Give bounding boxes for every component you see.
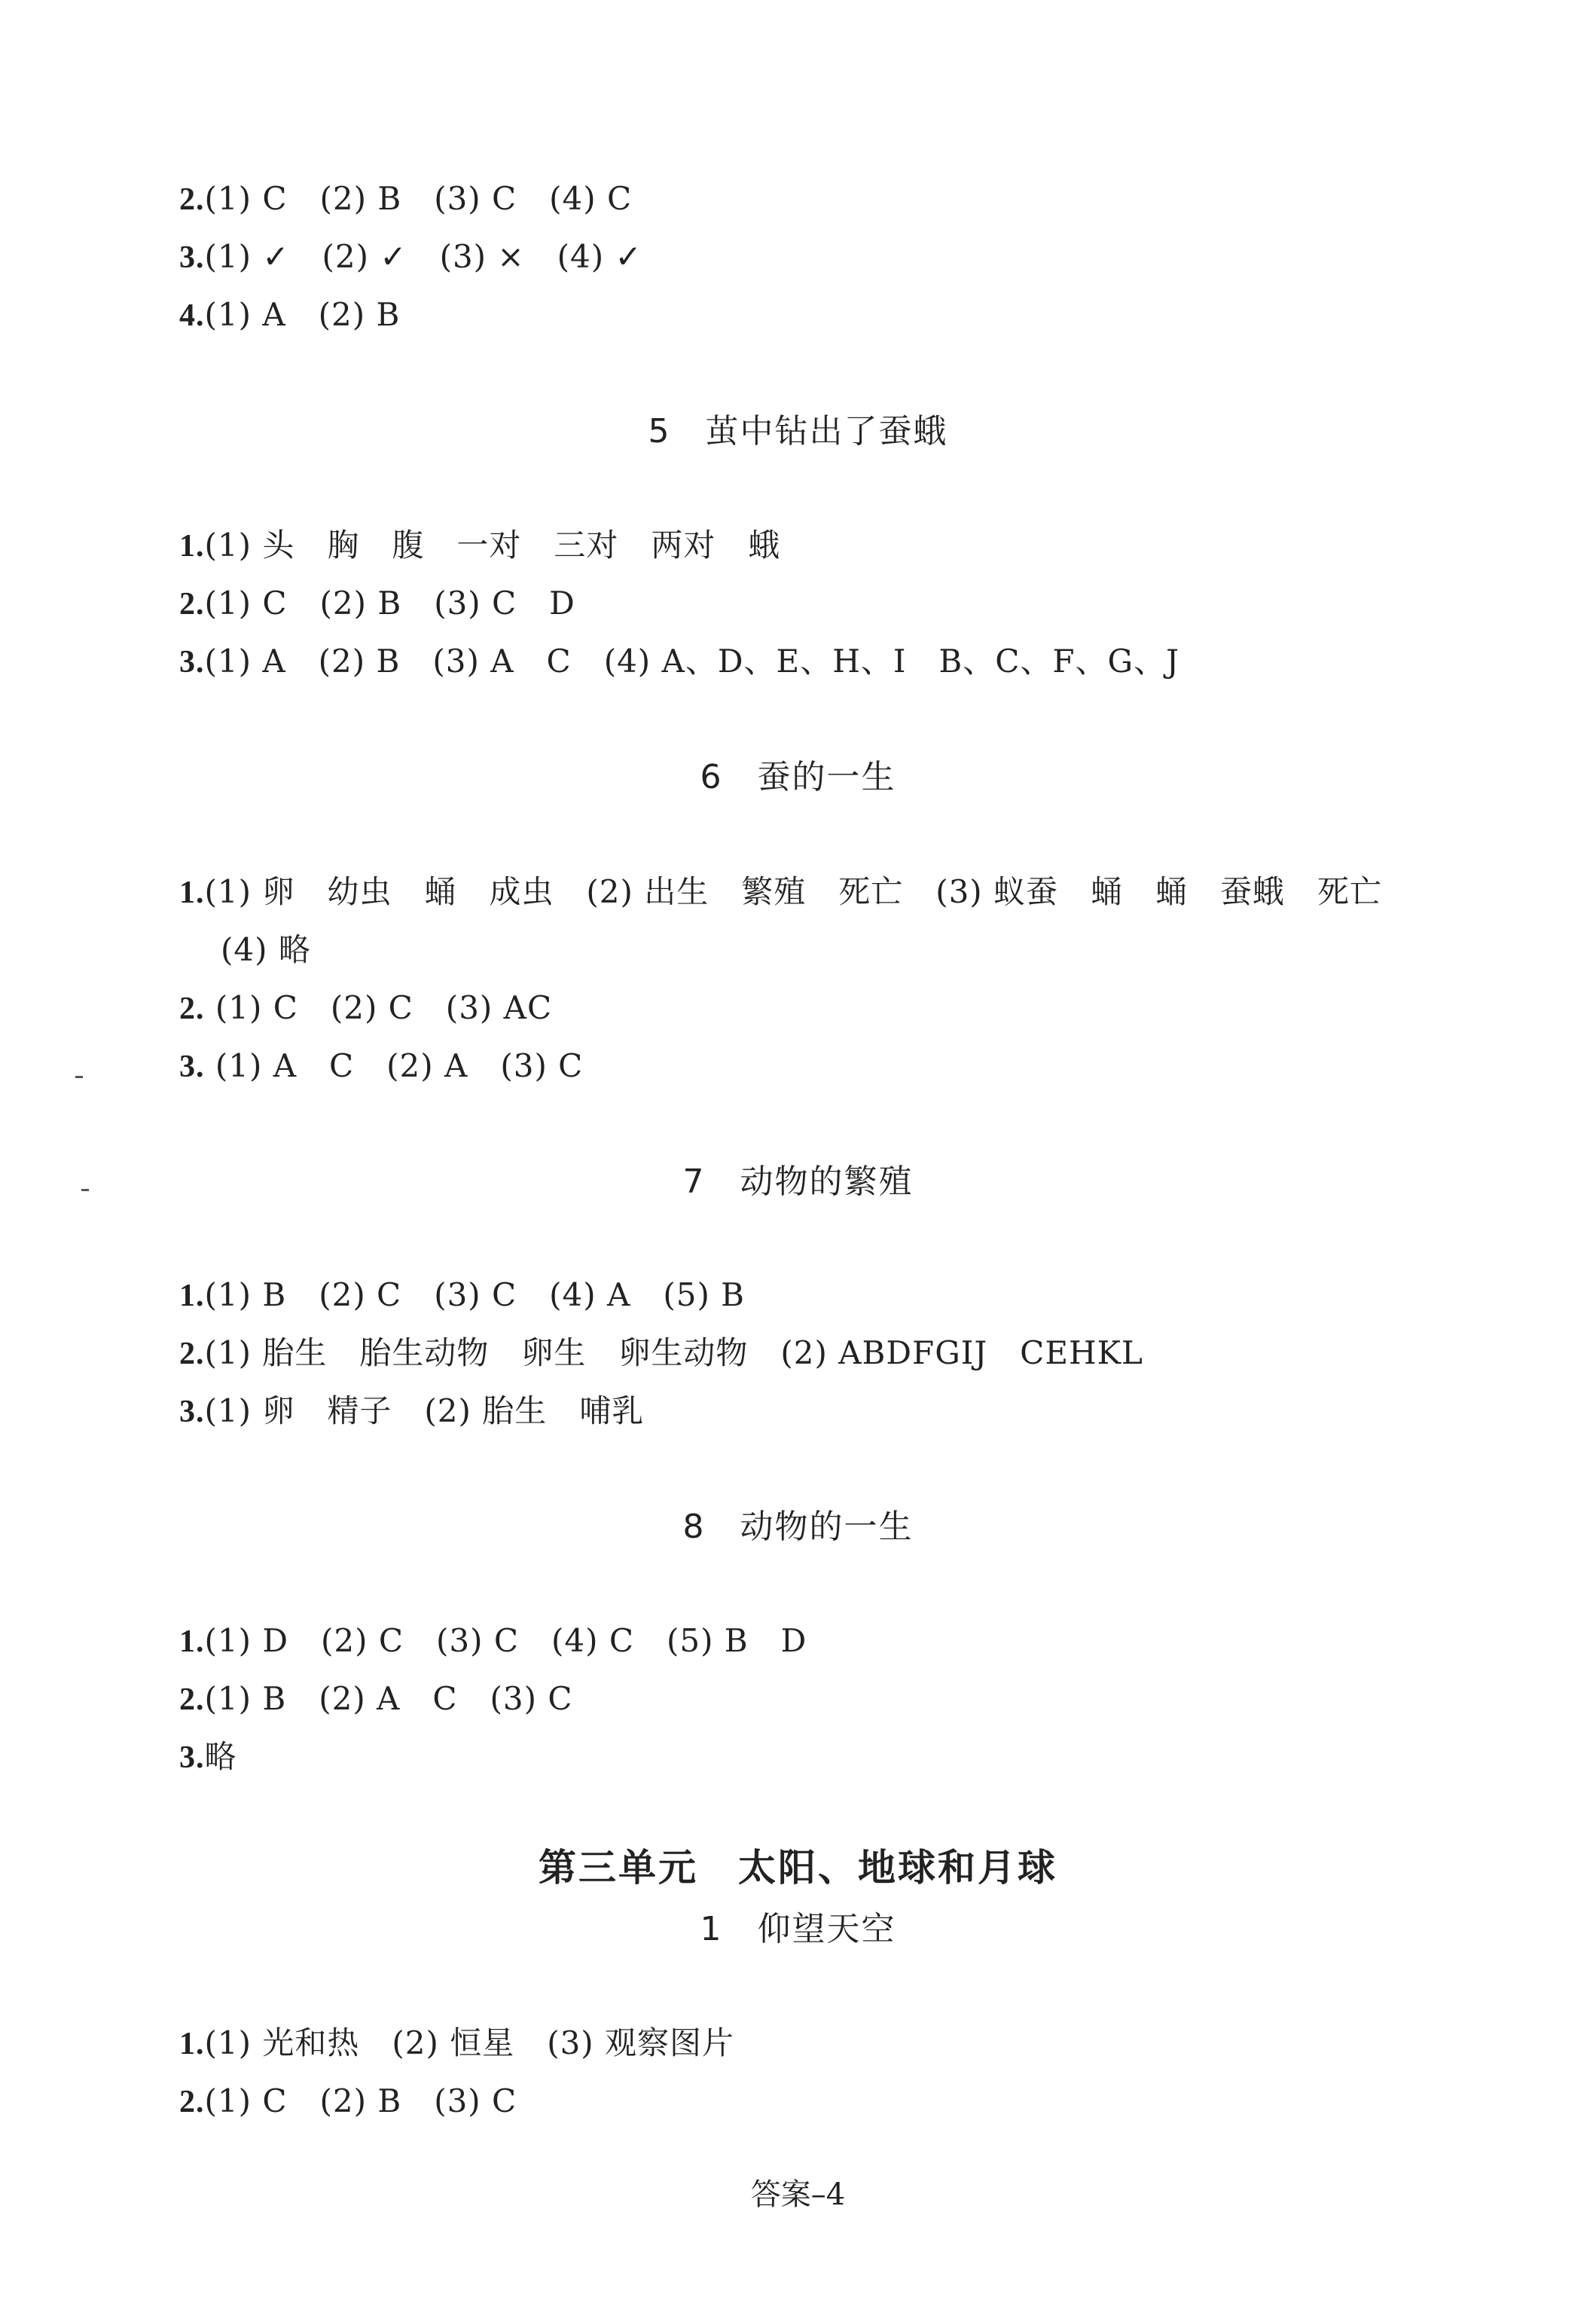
question-number: 3. xyxy=(179,240,205,275)
lesson-heading: 8 动物的一生 xyxy=(682,1508,914,1546)
answer-line xyxy=(179,295,400,335)
question-number: 2. xyxy=(179,1682,205,1717)
answer-line xyxy=(179,1334,1143,1373)
answer-text: (1) 头 胸 腹 一对 三对 两对 蛾 xyxy=(204,527,781,564)
answer-line xyxy=(179,1392,644,1431)
question-number: 3. xyxy=(179,1740,205,1775)
question-number: 3. xyxy=(179,645,205,680)
question-number: 3. xyxy=(179,1395,205,1429)
answer-text: (1) C (2) B (3) C xyxy=(204,2082,517,2119)
answer-line xyxy=(179,1737,237,1777)
answer-line xyxy=(179,179,632,219)
answer-text: (1) C (2) C (3) AC xyxy=(204,989,553,1026)
answer-line xyxy=(179,1679,573,1719)
answer-text: (1) B (2) A C (3) C xyxy=(204,1680,573,1717)
question-number: 3. xyxy=(179,1050,205,1084)
question-number: 2. xyxy=(179,1337,205,1371)
answer-line xyxy=(179,237,642,277)
question-number: 1. xyxy=(179,1624,205,1659)
answer-text: (1) C (2) B (3) C D xyxy=(204,585,575,622)
answer-line xyxy=(179,584,575,624)
answer-text: (1) A C (2) A (3) C xyxy=(204,1047,584,1084)
answer-line xyxy=(179,526,780,566)
page-footer: 答案–4 xyxy=(750,2177,846,2212)
question-number: 2. xyxy=(179,182,205,217)
answer-line-continued xyxy=(221,930,311,970)
question-number: 1. xyxy=(179,875,205,910)
scan-speck xyxy=(81,1189,89,1191)
scan-speck xyxy=(75,1076,83,1078)
lesson-heading: 1 仰望天空 xyxy=(700,1910,896,1948)
question-number: 4. xyxy=(179,298,205,333)
answer-line xyxy=(179,1621,807,1661)
answer-line xyxy=(179,2082,517,2122)
answer-line xyxy=(179,988,552,1028)
question-number: 2. xyxy=(179,992,205,1026)
answer-text: (1) C (2) B (3) C (4) C xyxy=(204,180,633,217)
answer-text: (1) 胎生 胎生动物 卵生 卵生动物 (2) ABDFGIJ CEHKL xyxy=(204,1334,1143,1371)
question-number: 1. xyxy=(179,1279,205,1313)
unit-title: 第三单元 太阳、地球和月球 xyxy=(539,1845,1057,1890)
answer-line xyxy=(179,872,1382,912)
question-number: 1. xyxy=(179,2027,205,2061)
answer-text: (1) B (2) C (3) C (4) A (5) B xyxy=(204,1276,746,1313)
lesson-heading: 6 蚕的一生 xyxy=(700,758,896,796)
answer-text: (1) 光和热 (2) 恒星 (3) 观察图片 xyxy=(204,2024,735,2061)
lesson-heading: 5 茧中钻出了蚕蛾 xyxy=(648,412,948,451)
answer-text: (1) 卵 精子 (2) 胎生 哺乳 xyxy=(204,1392,645,1429)
question-number: 2. xyxy=(179,587,205,622)
answer-line xyxy=(179,1276,745,1315)
answer-text: (1) A (2) B (3) A C (4) A、D、E、H、I B、C、F、G、J xyxy=(204,643,1179,680)
answer-text: (4) 略 xyxy=(221,931,311,968)
question-number: 1. xyxy=(179,529,205,564)
answer-text: (1) ✓ (2) ✓ (3) × (4) ✓ xyxy=(204,238,642,275)
answer-text: (1) D (2) C (3) C (4) C (5) B D xyxy=(204,1622,807,1659)
lesson-heading: 7 动物的繁殖 xyxy=(682,1163,914,1201)
answer-line xyxy=(179,2024,734,2064)
answer-line xyxy=(179,642,1179,682)
answer-text: (1) 卵 幼虫 蛹 成虫 (2) 出生 繁殖 死亡 (3) 蚁蚕 蛹 蛹 蚕蛾 死亡 xyxy=(204,873,1383,910)
question-number: 2. xyxy=(179,2085,205,2119)
answer-text: 略 xyxy=(204,1738,237,1775)
answer-text: (1) A (2) B xyxy=(204,296,401,333)
answer-line xyxy=(179,1047,583,1086)
